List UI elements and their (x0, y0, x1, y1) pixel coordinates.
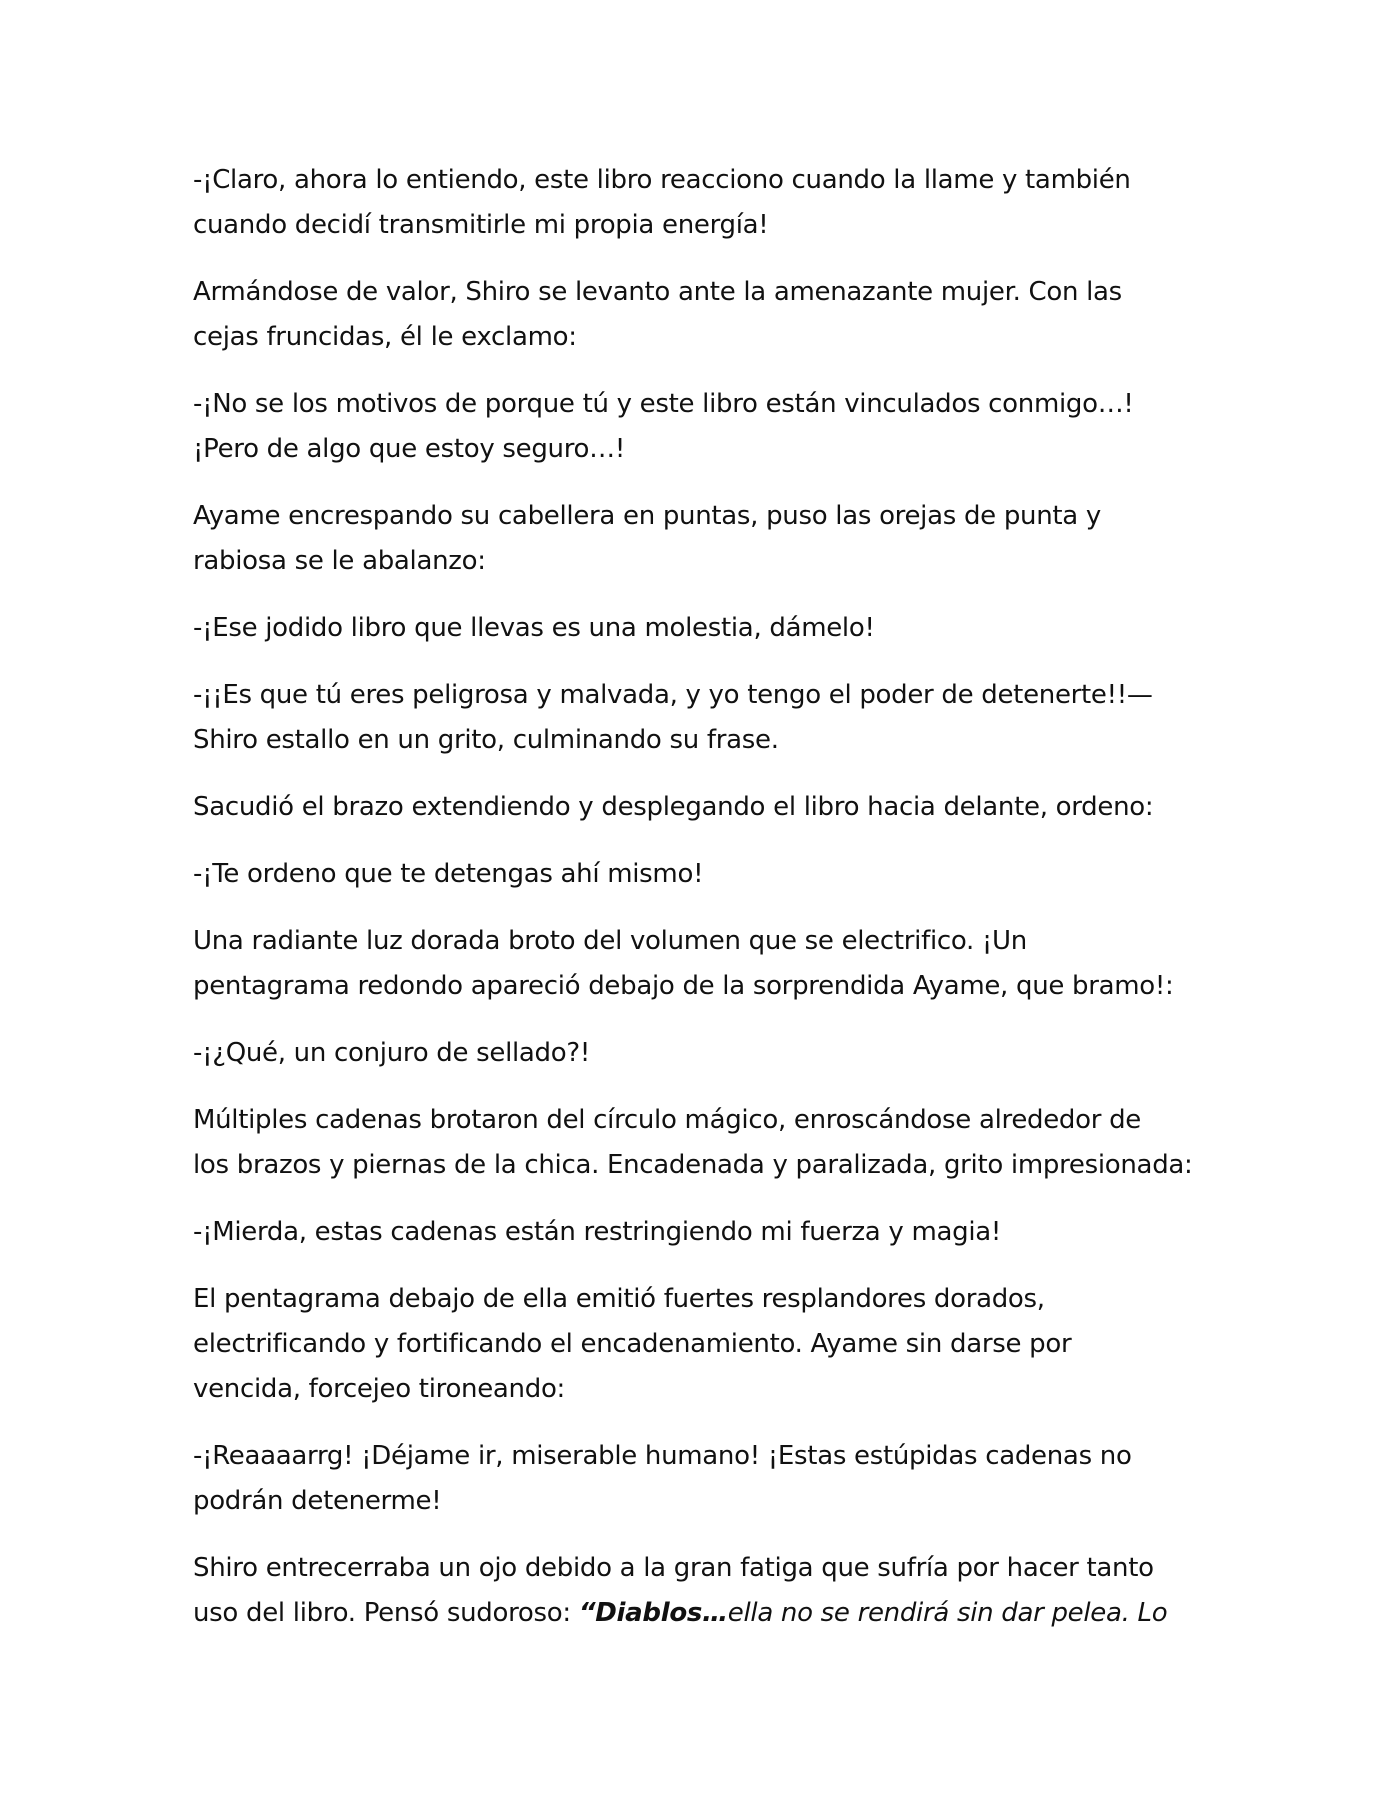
paragraph-line (193, 1591, 1223, 1636)
paragraph-line: cuando decidí transmitirle mi propia energía! (193, 210, 769, 240)
paragraph-line: electrificando y fortificando el encadenamiento. Ayame sin darse por (193, 1329, 1072, 1359)
paragraph-line: Ayame encrespando su cabellera en puntas, puso las orejas de punta y (193, 501, 1101, 531)
paragraph-line: -¡No se los motivos de porque tú y este libro están vinculados conmigo…! (193, 389, 1134, 419)
paragraph-line: cejas fruncidas, él le exclamo: (193, 322, 577, 352)
paragraph-last (193, 1546, 1223, 1636)
paragraph-line: -¡Mierda, estas cadenas están restringiendo mi fuerza y magia! (193, 1217, 1001, 1247)
paragraph (193, 494, 1223, 584)
paragraph-line: Shiro estallo en un grito, culminando su frase. (193, 725, 779, 755)
paragraph (193, 1031, 1223, 1076)
paragraph-line: Shiro entrecerraba un ojo debido a la gran fatiga que sufría por hacer tanto (193, 1553, 1154, 1583)
paragraph-line: Sacudió el brazo extendiendo y desplegando el libro hacia delante, ordeno: (193, 792, 1154, 822)
paragraph-line: Una radiante luz dorada broto del volumen que se electrifico. ¡Un (193, 926, 1027, 956)
paragraph (193, 673, 1223, 763)
paragraph-list (193, 158, 1223, 1524)
paragraph-line: podrán detenerme! (193, 1486, 442, 1516)
line-text: uso del libro. Pensó sudoroso: (193, 1598, 579, 1628)
paragraph-line: ¡Pero de algo que estoy seguro…! (193, 434, 625, 464)
paragraph-line: -¡¿Qué, un conjuro de sellado?! (193, 1038, 590, 1068)
paragraph-line: El pentagrama debajo de ella emitió fuertes resplandores dorados, (193, 1284, 1045, 1314)
paragraph (193, 919, 1223, 1009)
paragraph (193, 852, 1223, 897)
paragraph-line: -¡¡Es que tú eres peligrosa y malvada, y yo tengo el poder de detenerte!!— (193, 680, 1153, 710)
paragraph-line: -¡Te ordeno que te detengas ahí mismo! (193, 859, 704, 889)
paragraph (193, 1210, 1223, 1255)
paragraph-line: -¡Ese jodido libro que llevas es una molestia, dámelo! (193, 613, 875, 643)
paragraph (193, 270, 1223, 360)
italic-thought: ella no se rendirá sin dar pelea. Lo (727, 1598, 1168, 1628)
paragraph (193, 1098, 1223, 1188)
paragraph-line: -¡Claro, ahora lo entiendo, este libro reacciono cuando la llame y también (193, 165, 1131, 195)
emphasized-thought: “Diablos… (578, 1598, 728, 1628)
paragraph (193, 785, 1223, 830)
paragraph-line: Armándose de valor, Shiro se levanto ante la amenazante mujer. Con las (193, 277, 1122, 307)
paragraph-line: vencida, forcejeo tironeando: (193, 1374, 566, 1404)
paragraph-line: pentagrama redondo apareció debajo de la sorprendida Ayame, que bramo!: (193, 971, 1174, 1001)
paragraph (193, 158, 1223, 248)
paragraph (193, 1277, 1223, 1412)
paragraph-line: Múltiples cadenas brotaron del círculo mágico, enroscándose alrededor de (193, 1105, 1141, 1135)
body-text (193, 158, 1223, 1658)
paragraph (193, 382, 1223, 472)
paragraph-line: -¡Reaaaarrg! ¡Déjame ir, miserable humano! ¡Estas estúpidas cadenas no (193, 1441, 1132, 1471)
paragraph (193, 1434, 1223, 1524)
paragraph-line: rabiosa se le abalanzo: (193, 546, 486, 576)
paragraph-line: los brazos y piernas de la chica. Encadenada y paralizada, grito impresionada: (193, 1150, 1193, 1180)
paragraph (193, 606, 1223, 651)
